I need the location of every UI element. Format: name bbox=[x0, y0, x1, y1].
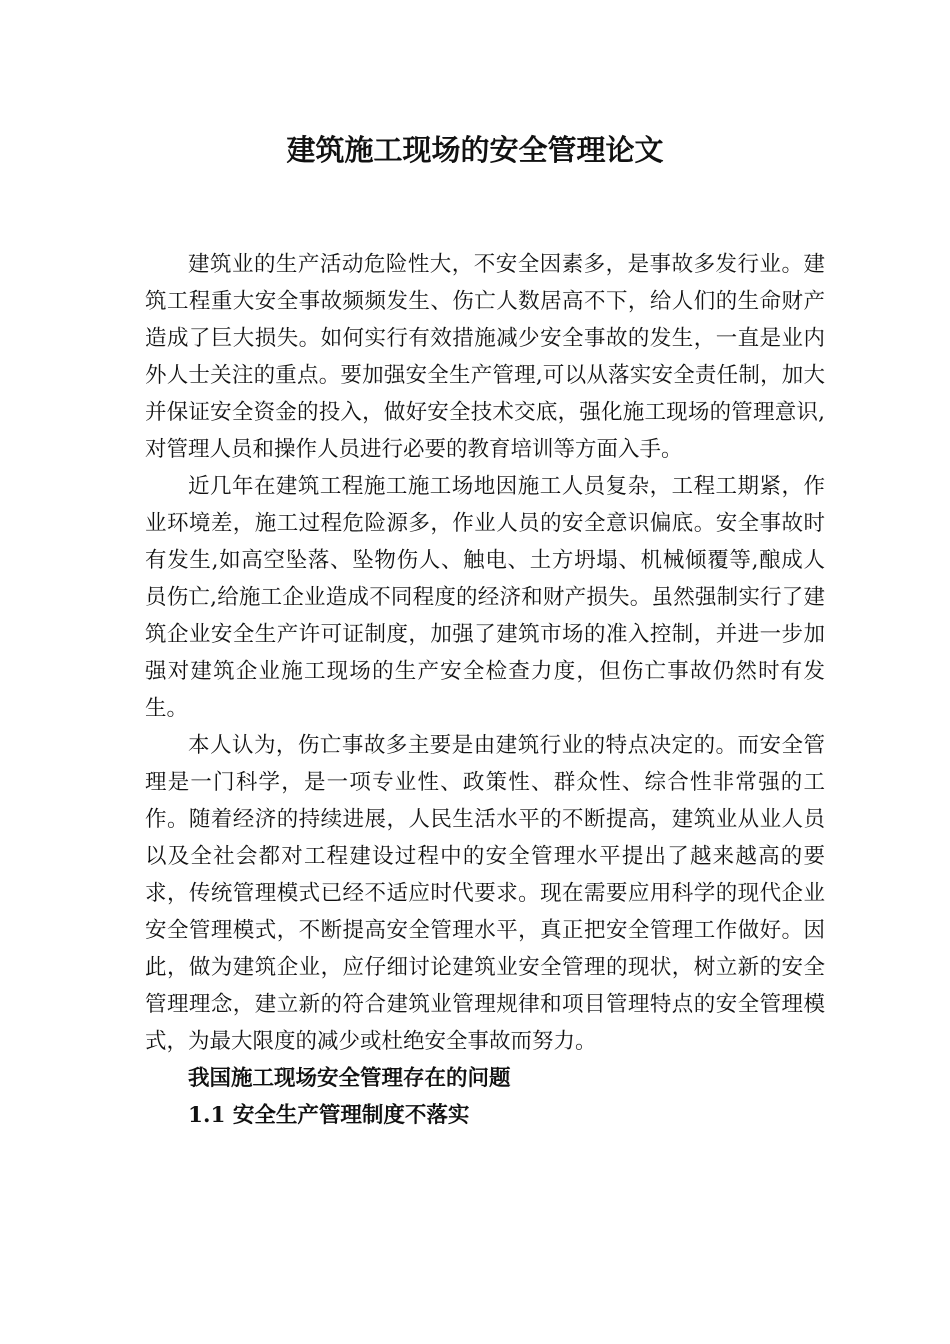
paragraph-2: 近几年在建筑工程施工施工场地因施工人员复杂，工程工期紧，作业环境差，施工过程危险源多，作业人员的安全意识偏底。安全事故时有发生,如高空坠落、坠物伤人、触电、土方坍塌、机械倾覆等,酿成人员伤亡,给施工企业造成不同程度的经济和财产损失。虽然强制实行了建筑企业安全生产许可证制度，加强了建筑市场的准入控制，并进一步加强对建筑企业施工现场的生产安全检查力度，但伤亡事故仍然时有发生。 bbox=[145, 474, 825, 721]
document-body bbox=[145, 246, 825, 1134]
paragraph-1: 建筑业的生产活动危险性大，不安全因素多，是事故多发行业。建筑工程重大安全事故频频发生、伤亡人数居高不下，给人们的生命财产造成了巨大损失。如何实行有效措施减少安全事故的发生，一直是业内外人士关注的重点。要加强安全生产管理,可以从落实安全责任制，加大并保证安全资金的投入，做好安全技术交底，强化施工现场的管理意识,对管理人员和操作人员进行必要的教育培训等方面入手。 bbox=[145, 252, 825, 462]
paragraph-3: 本人认为，伤亡事故多主要是由建筑行业的特点决定的。而安全管理是一门科学，是一项专业性、政策性、群众性、综合性非常强的工作。随着经济的持续进展，人民生活水平的不断提高，建筑业从业人员以及全社会都对工程建设过程中的安全管理水平提出了越来越高的要求，传统管理模式已经不适应时代要求。现在需要应用科学的现代企业安全管理模式，不断提高安全管理水平，真正把安全管理工作做好。因此，做为建筑企业，应仔细讨论建筑业安全管理的现状，树立新的安全管理理念，建立新的符合建筑业管理规律和项目管理特点的安全管理模式，为最大限度的减少或杜绝安全事故而努力。 bbox=[145, 733, 825, 1054]
document-title: 建筑施工现场的安全管理论文 bbox=[286, 133, 664, 167]
subsection-heading: 1.1 安全生产管理制度不落实 bbox=[188, 1103, 470, 1128]
section-heading: 我国施工现场安全管理存在的问题 bbox=[188, 1066, 511, 1091]
